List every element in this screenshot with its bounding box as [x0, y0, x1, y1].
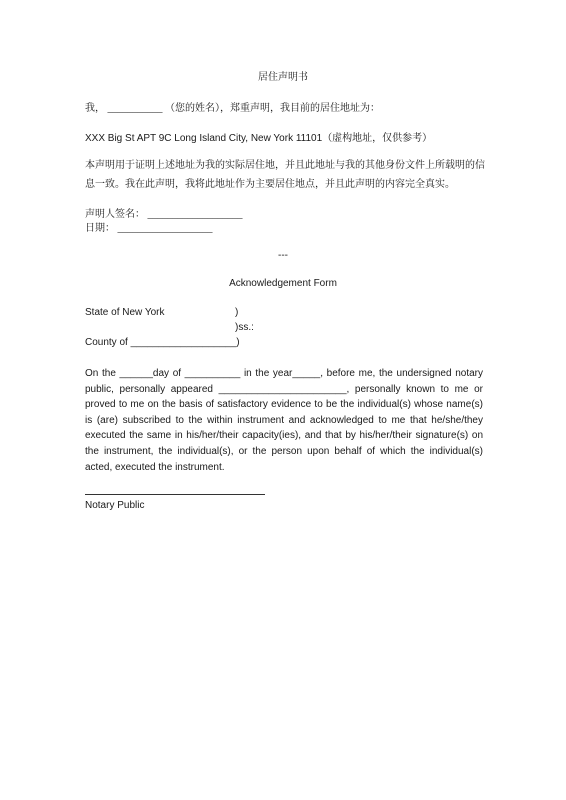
- name-hint: （您的姓名），郑重声明，我目前的居住地址为：: [165, 103, 380, 114]
- county-paren: ): [236, 337, 240, 348]
- notary-signature-rule: [85, 494, 265, 495]
- acknowledgement-body: On the ______day of __________ in the year_____, before me, the undersigned notary public, personally appeared _______________________, personally known to me or proved to me on the basis of satisfactory evidence to be the individual(s) whose name(s) is (are) subscribed to the within instrument and acknowledged to me that he/she/they executed the same in his/her/their capacity(ies), and that by his/her/their signature(s) on the instrument, the individual(s), or the person upon behalf of which the individual(s) acted, executed the instrument.: [85, 368, 483, 473]
- declaration-prefix: 我，: [85, 103, 105, 114]
- name-blank: ___________: [107, 103, 163, 114]
- declaration-line: [85, 99, 380, 114]
- ss-label: )ss.:: [235, 322, 254, 333]
- residence-title: 居住声明书: [258, 72, 308, 83]
- address-line: [85, 129, 432, 144]
- date-line: [85, 219, 213, 234]
- county-blank: ___________________: [130, 337, 237, 348]
- date-label: 日期：: [85, 223, 115, 234]
- signature-blank: ___________________: [147, 209, 243, 220]
- acknowledgement-title: Acknowledgement Form: [229, 278, 337, 289]
- county-label: County of: [85, 337, 128, 348]
- notary-label: Notary Public: [85, 500, 145, 511]
- state-label: State of New York: [85, 307, 165, 318]
- state-paren: ): [235, 307, 239, 318]
- date-blank: ___________________: [117, 223, 213, 234]
- residence-paragraph: 本声明用于证明上述地址为我的实际居住地，并且此地址与我的其他身份文件上所载明的信息一致。我在此声明，我将此地址作为主要居住地点，并且此声明的内容完全真实。: [85, 160, 485, 190]
- county-line: [85, 337, 240, 348]
- address-text: XXX Big St APT 9C Long Island City, New York 11101: [85, 133, 323, 144]
- signature-label: 声明人签名：: [85, 209, 145, 220]
- signature-line: [85, 205, 243, 220]
- section-separator: ---: [278, 250, 288, 261]
- address-note: （虚构地址，仅供参考）: [322, 133, 433, 144]
